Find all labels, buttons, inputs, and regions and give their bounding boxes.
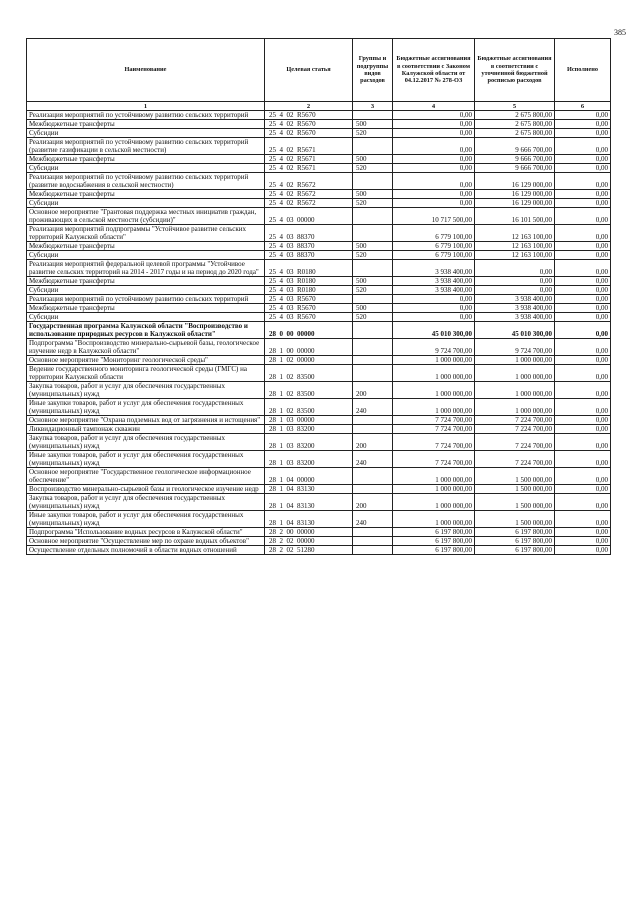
header-revised-allocations: Бюджетные ассигнования в соответствии с уточненной бюджетной росписью расходов: [475, 39, 555, 102]
row-name: Реализация мероприятий по устойчивому развитию сельских территорий: [27, 111, 265, 120]
row-name: Субсидии: [27, 251, 265, 260]
row-name: Подпрограмма "Воспроизводство минерально-сырьевой базы, геологическое изучение недр в Калужской области": [27, 339, 265, 356]
row-name: Субсидии: [27, 164, 265, 173]
row-law-allocation: 6 779 100,00: [393, 242, 475, 251]
row-name: Осуществление отдельных полномочий в области водных отношений: [27, 546, 265, 555]
row-revised-allocation: 1 500 000,00: [475, 494, 555, 511]
row-expense-group: 240: [353, 511, 393, 528]
row-law-allocation: 0,00: [393, 120, 475, 129]
row-executed: 0,00: [555, 365, 611, 382]
row-expense-group: [353, 546, 393, 555]
row-target-article: 28 1 02 83500: [265, 399, 353, 416]
row-revised-allocation: 16 129 000,00: [475, 190, 555, 199]
row-law-allocation: 1 000 000,00: [393, 382, 475, 399]
row-revised-allocation: 0,00: [475, 260, 555, 277]
table-row: [27, 494, 611, 511]
table-row: [27, 225, 611, 242]
row-name: Межбюджетные трансферты: [27, 120, 265, 129]
row-law-allocation: 6 197 800,00: [393, 537, 475, 546]
row-law-allocation: 3 938 400,00: [393, 286, 475, 295]
row-law-allocation: 6 779 100,00: [393, 225, 475, 242]
table-row: [27, 277, 611, 286]
table-row: [27, 537, 611, 546]
column-number-row: [27, 102, 611, 111]
row-executed: 0,00: [555, 277, 611, 286]
row-target-article: 25 4 02 R5670: [265, 120, 353, 129]
row-name: Основное мероприятие "Осуществление мер по охране водных объектов": [27, 537, 265, 546]
row-expense-group: [353, 260, 393, 277]
row-name: Основное мероприятие "Охрана подземных вод от загрязнения и истощения": [27, 416, 265, 425]
row-law-allocation: 1 000 000,00: [393, 511, 475, 528]
row-executed: 0,00: [555, 164, 611, 173]
row-executed: 0,00: [555, 199, 611, 208]
row-executed: 0,00: [555, 138, 611, 155]
row-target-article: 28 1 03 83200: [265, 451, 353, 468]
row-law-allocation: 7 724 700,00: [393, 416, 475, 425]
row-executed: 0,00: [555, 322, 611, 339]
row-executed: 0,00: [555, 304, 611, 313]
column-number: 3: [353, 102, 393, 111]
row-expense-group: 520: [353, 199, 393, 208]
row-name: Подпрограмма "Использование водных ресурсов в Калужской области": [27, 528, 265, 537]
row-executed: 0,00: [555, 425, 611, 434]
row-name: Основное мероприятие "Государственное геологическое информационное обеспечение": [27, 468, 265, 485]
row-executed: 0,00: [555, 260, 611, 277]
row-executed: 0,00: [555, 537, 611, 546]
row-revised-allocation: 7 224 700,00: [475, 434, 555, 451]
row-target-article: 28 2 00 00000: [265, 528, 353, 537]
row-target-article: 25 4 02 R5671: [265, 155, 353, 164]
row-law-allocation: 0,00: [393, 304, 475, 313]
row-executed: 0,00: [555, 120, 611, 129]
row-expense-group: [353, 138, 393, 155]
header-executed: Исполнено: [555, 39, 611, 102]
row-executed: 0,00: [555, 356, 611, 365]
table-row: [27, 295, 611, 304]
row-target-article: 25 4 02 R5672: [265, 190, 353, 199]
row-name: Межбюджетные трансферты: [27, 277, 265, 286]
row-revised-allocation: 3 938 400,00: [475, 295, 555, 304]
row-name: Закупка товаров, работ и услуг для обеспечения государственных (муниципальных) нужд: [27, 494, 265, 511]
row-law-allocation: 6 197 800,00: [393, 546, 475, 555]
table-row: [27, 382, 611, 399]
row-expense-group: [353, 208, 393, 225]
row-executed: 0,00: [555, 494, 611, 511]
row-revised-allocation: 6 197 800,00: [475, 537, 555, 546]
row-revised-allocation: 16 129 000,00: [475, 199, 555, 208]
row-name: Реализация мероприятий по устойчивому развитию сельских территорий (развитие водоснабжения в сельской местности): [27, 173, 265, 190]
row-target-article: 25 4 03 00000: [265, 208, 353, 225]
row-target-article: 28 1 04 83130: [265, 511, 353, 528]
row-target-article: 28 1 03 00000: [265, 416, 353, 425]
row-name: Иные закупки товаров, работ и услуг для обеспечения государственных (муниципальных) нужд: [27, 511, 265, 528]
page-number: 385: [614, 28, 626, 37]
row-name: Реализация мероприятий по устойчивому развитию сельских территорий (развитие газификации в сельской местности): [27, 138, 265, 155]
row-law-allocation: 1 000 000,00: [393, 468, 475, 485]
table-row: [27, 528, 611, 537]
row-target-article: 28 1 02 83500: [265, 365, 353, 382]
row-expense-group: [353, 173, 393, 190]
row-name: Реализация мероприятий подпрограммы "Устойчивое развитие сельских территорий Калужской области": [27, 225, 265, 242]
table-row: [27, 322, 611, 339]
row-revised-allocation: 6 197 800,00: [475, 528, 555, 537]
row-target-article: 28 1 04 83130: [265, 494, 353, 511]
row-revised-allocation: 9 724 700,00: [475, 339, 555, 356]
column-number: 5: [475, 102, 555, 111]
table-row: [27, 451, 611, 468]
row-target-article: 28 1 04 00000: [265, 468, 353, 485]
row-executed: 0,00: [555, 485, 611, 494]
row-law-allocation: 0,00: [393, 190, 475, 199]
row-law-allocation: 9 724 700,00: [393, 339, 475, 356]
row-target-article: 28 1 04 83130: [265, 485, 353, 494]
row-revised-allocation: 1 000 000,00: [475, 356, 555, 365]
row-revised-allocation: 3 938 400,00: [475, 313, 555, 322]
row-expense-group: 500: [353, 304, 393, 313]
row-revised-allocation: 12 163 100,00: [475, 225, 555, 242]
row-revised-allocation: 1 000 000,00: [475, 399, 555, 416]
row-executed: 0,00: [555, 225, 611, 242]
row-executed: 0,00: [555, 286, 611, 295]
row-revised-allocation: 1 500 000,00: [475, 511, 555, 528]
row-law-allocation: 1 000 000,00: [393, 494, 475, 511]
table-row: [27, 260, 611, 277]
row-law-allocation: 7 724 700,00: [393, 434, 475, 451]
row-expense-group: [353, 485, 393, 494]
row-executed: 0,00: [555, 129, 611, 138]
table-row: [27, 425, 611, 434]
row-executed: 0,00: [555, 295, 611, 304]
row-name: Ведение государственного мониторинга геологической среды (ГМГС) на территории Калужской области: [27, 365, 265, 382]
row-target-article: 28 1 02 83500: [265, 382, 353, 399]
column-number: 2: [265, 102, 353, 111]
row-revised-allocation: 9 666 700,00: [475, 155, 555, 164]
budget-table: [26, 38, 611, 555]
header-name: Наименование: [27, 39, 265, 102]
row-target-article: 28 2 02 00000: [265, 537, 353, 546]
table-row: [27, 365, 611, 382]
row-name: Реализация мероприятий по устойчивому развитию сельских территорий: [27, 295, 265, 304]
table-row: [27, 129, 611, 138]
column-number: 4: [393, 102, 475, 111]
row-executed: 0,00: [555, 251, 611, 260]
row-law-allocation: 0,00: [393, 313, 475, 322]
row-expense-group: 500: [353, 190, 393, 199]
row-law-allocation: 0,00: [393, 111, 475, 120]
row-revised-allocation: 1 000 000,00: [475, 382, 555, 399]
table-row: [27, 111, 611, 120]
row-executed: 0,00: [555, 434, 611, 451]
row-law-allocation: 0,00: [393, 155, 475, 164]
row-name: Государственная программа Калужской области "Воспроизводство и использование природных ресурсов в Калужской области": [27, 322, 265, 339]
row-revised-allocation: 1 500 000,00: [475, 468, 555, 485]
row-name: Субсидии: [27, 286, 265, 295]
row-law-allocation: 6 779 100,00: [393, 251, 475, 260]
row-target-article: 28 0 00 00000: [265, 322, 353, 339]
row-expense-group: [353, 425, 393, 434]
header-expense-groups: Группы и подгруппы видов расходов: [353, 39, 393, 102]
row-revised-allocation: 7 224 700,00: [475, 416, 555, 425]
table-row: [27, 313, 611, 322]
table-row: [27, 242, 611, 251]
row-revised-allocation: 9 666 700,00: [475, 164, 555, 173]
row-revised-allocation: 45 010 300,00: [475, 322, 555, 339]
row-executed: 0,00: [555, 546, 611, 555]
row-expense-group: 200: [353, 434, 393, 451]
row-target-article: 25 4 03 88370: [265, 251, 353, 260]
row-executed: 0,00: [555, 511, 611, 528]
row-name: Иные закупки товаров, работ и услуг для обеспечения государственных (муниципальных) нужд: [27, 399, 265, 416]
row-target-article: 25 4 03 88370: [265, 242, 353, 251]
row-executed: 0,00: [555, 190, 611, 199]
row-executed: 0,00: [555, 242, 611, 251]
row-revised-allocation: 7 224 700,00: [475, 425, 555, 434]
row-revised-allocation: 12 163 100,00: [475, 242, 555, 251]
row-revised-allocation: 16 101 500,00: [475, 208, 555, 225]
row-revised-allocation: 12 163 100,00: [475, 251, 555, 260]
row-expense-group: [353, 225, 393, 242]
row-expense-group: [353, 111, 393, 120]
row-expense-group: [353, 356, 393, 365]
row-executed: 0,00: [555, 528, 611, 537]
table-row: [27, 339, 611, 356]
table-row: [27, 208, 611, 225]
row-law-allocation: 0,00: [393, 295, 475, 304]
row-revised-allocation: 2 675 800,00: [475, 129, 555, 138]
row-revised-allocation: 1 000 000,00: [475, 365, 555, 382]
row-executed: 0,00: [555, 416, 611, 425]
row-name: Субсидии: [27, 129, 265, 138]
header-law-allocations: Бюджетные ассигнования в соответствии с Законом Калужской области от 04.12.2017 № 278-ОЗ: [393, 39, 475, 102]
row-expense-group: [353, 416, 393, 425]
row-expense-group: 520: [353, 129, 393, 138]
table-row: [27, 356, 611, 365]
column-number: 6: [555, 102, 611, 111]
row-law-allocation: 1 000 000,00: [393, 485, 475, 494]
row-name: Субсидии: [27, 313, 265, 322]
row-revised-allocation: 3 938 400,00: [475, 304, 555, 313]
row-name: Межбюджетные трансферты: [27, 242, 265, 251]
header-target-article: Целевая статья: [265, 39, 353, 102]
row-name: Закупка товаров, работ и услуг для обеспечения государственных (муниципальных) нужд: [27, 382, 265, 399]
row-executed: 0,00: [555, 339, 611, 356]
row-revised-allocation: 0,00: [475, 277, 555, 286]
row-expense-group: [353, 295, 393, 304]
row-law-allocation: 1 000 000,00: [393, 399, 475, 416]
row-expense-group: 520: [353, 286, 393, 295]
row-executed: 0,00: [555, 111, 611, 120]
row-law-allocation: 3 938 400,00: [393, 277, 475, 286]
table-row: [27, 416, 611, 425]
row-name: Ликвидационный тампонаж скважин: [27, 425, 265, 434]
row-expense-group: 240: [353, 399, 393, 416]
row-law-allocation: 10 717 500,00: [393, 208, 475, 225]
table-row: [27, 251, 611, 260]
row-target-article: 28 1 03 83200: [265, 434, 353, 451]
row-name: Межбюджетные трансферты: [27, 304, 265, 313]
row-target-article: 25 4 03 R5670: [265, 313, 353, 322]
row-expense-group: 520: [353, 313, 393, 322]
row-target-article: 25 4 03 88370: [265, 225, 353, 242]
row-expense-group: [353, 339, 393, 356]
row-expense-group: [353, 528, 393, 537]
row-target-article: 28 1 00 00000: [265, 339, 353, 356]
table-row: [27, 120, 611, 129]
row-target-article: 28 2 02 51280: [265, 546, 353, 555]
row-law-allocation: 7 724 700,00: [393, 451, 475, 468]
row-expense-group: [353, 322, 393, 339]
row-executed: 0,00: [555, 451, 611, 468]
row-target-article: 25 4 03 R5670: [265, 295, 353, 304]
row-revised-allocation: 9 666 700,00: [475, 138, 555, 155]
row-target-article: 25 4 02 R5670: [265, 111, 353, 120]
row-name: Основное мероприятие "Грантовая поддержка местных инициатив граждан, проживающих в сельской местности (субсидии)": [27, 208, 265, 225]
row-executed: 0,00: [555, 208, 611, 225]
table-row: [27, 190, 611, 199]
table-row: [27, 546, 611, 555]
row-law-allocation: 0,00: [393, 129, 475, 138]
table-row: [27, 468, 611, 485]
row-law-allocation: 3 938 400,00: [393, 260, 475, 277]
row-target-article: 25 4 02 R5671: [265, 164, 353, 173]
row-revised-allocation: 2 675 800,00: [475, 120, 555, 129]
row-name: Закупка товаров, работ и услуг для обеспечения государственных (муниципальных) нужд: [27, 434, 265, 451]
row-target-article: 25 4 03 R0180: [265, 286, 353, 295]
table-body: [27, 111, 611, 555]
row-expense-group: 200: [353, 382, 393, 399]
row-revised-allocation: 6 197 800,00: [475, 546, 555, 555]
row-law-allocation: 0,00: [393, 138, 475, 155]
row-expense-group: [353, 537, 393, 546]
row-law-allocation: 45 010 300,00: [393, 322, 475, 339]
row-target-article: 25 4 03 R0180: [265, 260, 353, 277]
row-revised-allocation: 2 675 800,00: [475, 111, 555, 120]
row-target-article: 25 4 02 R5672: [265, 173, 353, 190]
row-name: Основное мероприятие "Мониторинг геологической среды": [27, 356, 265, 365]
row-law-allocation: 0,00: [393, 164, 475, 173]
row-revised-allocation: 1 500 000,00: [475, 485, 555, 494]
row-law-allocation: 1 000 000,00: [393, 356, 475, 365]
row-name: Иные закупки товаров, работ и услуг для обеспечения государственных (муниципальных) нужд: [27, 451, 265, 468]
table-row: [27, 173, 611, 190]
row-law-allocation: 0,00: [393, 173, 475, 190]
column-number: 1: [27, 102, 265, 111]
row-expense-group: 500: [353, 120, 393, 129]
table-row: [27, 155, 611, 164]
table-row: [27, 304, 611, 313]
row-expense-group: 240: [353, 451, 393, 468]
row-expense-group: 500: [353, 155, 393, 164]
table-row: [27, 399, 611, 416]
row-target-article: 25 4 03 R5670: [265, 304, 353, 313]
row-executed: 0,00: [555, 173, 611, 190]
row-expense-group: 200: [353, 494, 393, 511]
row-law-allocation: 6 197 800,00: [393, 528, 475, 537]
row-name: Реализация мероприятий федеральной целевой программы "Устойчивое развитие сельских территорий на 2014 - 2017 годы и на период до 2020 года": [27, 260, 265, 277]
row-expense-group: [353, 365, 393, 382]
row-law-allocation: 1 000 000,00: [393, 365, 475, 382]
row-target-article: 28 1 03 83200: [265, 425, 353, 434]
row-target-article: 25 4 02 R5672: [265, 199, 353, 208]
table-row: [27, 434, 611, 451]
row-target-article: 28 1 02 00000: [265, 356, 353, 365]
row-name: Субсидии: [27, 199, 265, 208]
row-target-article: 25 4 02 R5670: [265, 129, 353, 138]
row-law-allocation: 7 724 700,00: [393, 425, 475, 434]
row-name: Межбюджетные трансферты: [27, 190, 265, 199]
row-executed: 0,00: [555, 155, 611, 164]
row-expense-group: [353, 468, 393, 485]
row-revised-allocation: 7 224 700,00: [475, 451, 555, 468]
row-name: Межбюджетные трансферты: [27, 155, 265, 164]
table-row: [27, 511, 611, 528]
row-expense-group: 500: [353, 242, 393, 251]
row-target-article: 25 4 02 R5671: [265, 138, 353, 155]
row-revised-allocation: 0,00: [475, 286, 555, 295]
row-target-article: 25 4 03 R0180: [265, 277, 353, 286]
row-revised-allocation: 16 129 000,00: [475, 173, 555, 190]
row-name: Воспроизводство минерально-сырьевой базы и геологическое изучение недр: [27, 485, 265, 494]
row-expense-group: 520: [353, 164, 393, 173]
row-executed: 0,00: [555, 468, 611, 485]
row-executed: 0,00: [555, 313, 611, 322]
table-row: [27, 199, 611, 208]
row-law-allocation: 0,00: [393, 199, 475, 208]
table-row: [27, 138, 611, 155]
table-row: [27, 164, 611, 173]
table-row: [27, 286, 611, 295]
row-expense-group: 520: [353, 251, 393, 260]
table-row: [27, 485, 611, 494]
header-row: [27, 39, 611, 102]
row-expense-group: 500: [353, 277, 393, 286]
row-executed: 0,00: [555, 382, 611, 399]
row-executed: 0,00: [555, 399, 611, 416]
